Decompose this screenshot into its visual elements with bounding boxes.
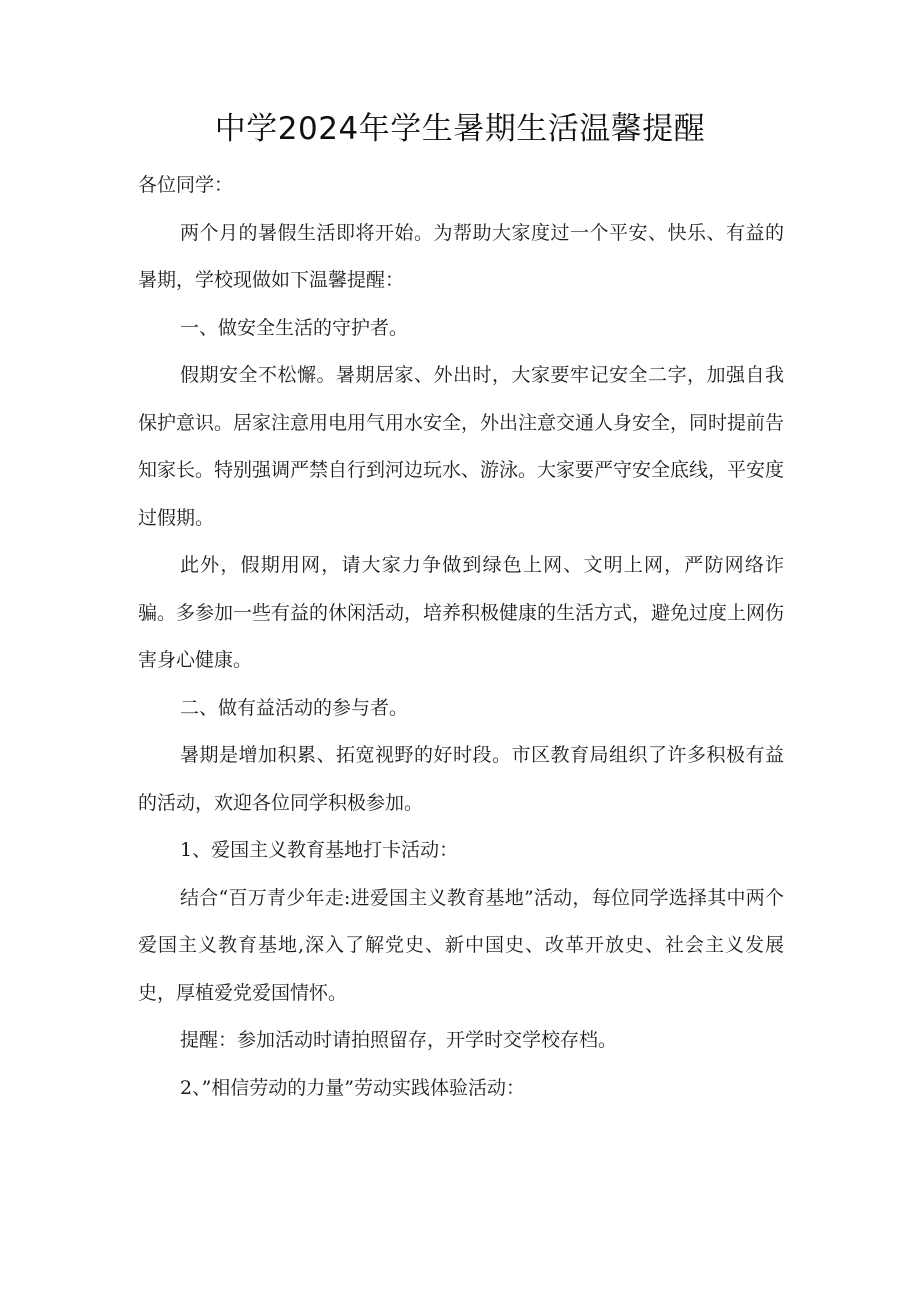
salutation: 各位同学： (138, 174, 234, 196)
list-item-labor-practice: 2、”相信劳动的力量”劳动实践体验活动： (180, 1076, 526, 1099)
paragraph-activities: 暑期是增加积累、拓宽视野的好时段。市区教育局组织了许多积极有益的活动，欢迎各位同学积极参加。 (138, 744, 784, 814)
section-heading-safety: 一、做安全生活的守护者。 (180, 316, 409, 339)
paragraph-patriotic-base: 结合“百万青少年走:进爱国主义教育基地”活动，每位同学选择其中两个爱国主义教育基地,深入了解党史、新中国史、改革开放史、社会主义发展史，厚植爱党爱国情怀。 (138, 886, 784, 1004)
document-body (138, 162, 784, 1112)
list-item-patriotic-base: 1、爱国主义教育基地打卡活动： (180, 839, 459, 861)
paragraph-reminder: 提醒：参加活动时请拍照留存，开学时交学校存档。 (180, 1029, 618, 1051)
paragraph-intro: 两个月的暑假生活即将开始。为帮助大家度过一个平安、快乐、有益的暑期，学校现做如下温馨提醒： (138, 221, 784, 291)
paragraph-internet: 此外，假期用网，请大家力争做到绿色上网、文明上网，严防网络诈骗。多参加一些有益的休闲活动，培养积极健康的生活方式，避免过度上网伤害身心健康。 (138, 554, 785, 671)
section-heading-activities: 二、做有益活动的参与者。 (180, 696, 409, 719)
paragraph-safety: 假期安全不松懈。暑期居家、外出时，大家要牢记安全二字，加强自我保护意识。居家注意用电用气用水安全，外出注意交通人身安全，同时提前告知家长。特别强调严禁自行到河边玩水、游泳。大家要严守安全底线，平安度过假期。 (138, 364, 785, 529)
document-title: 中学2024年学生暑期生活温馨提醒 (214, 111, 706, 147)
